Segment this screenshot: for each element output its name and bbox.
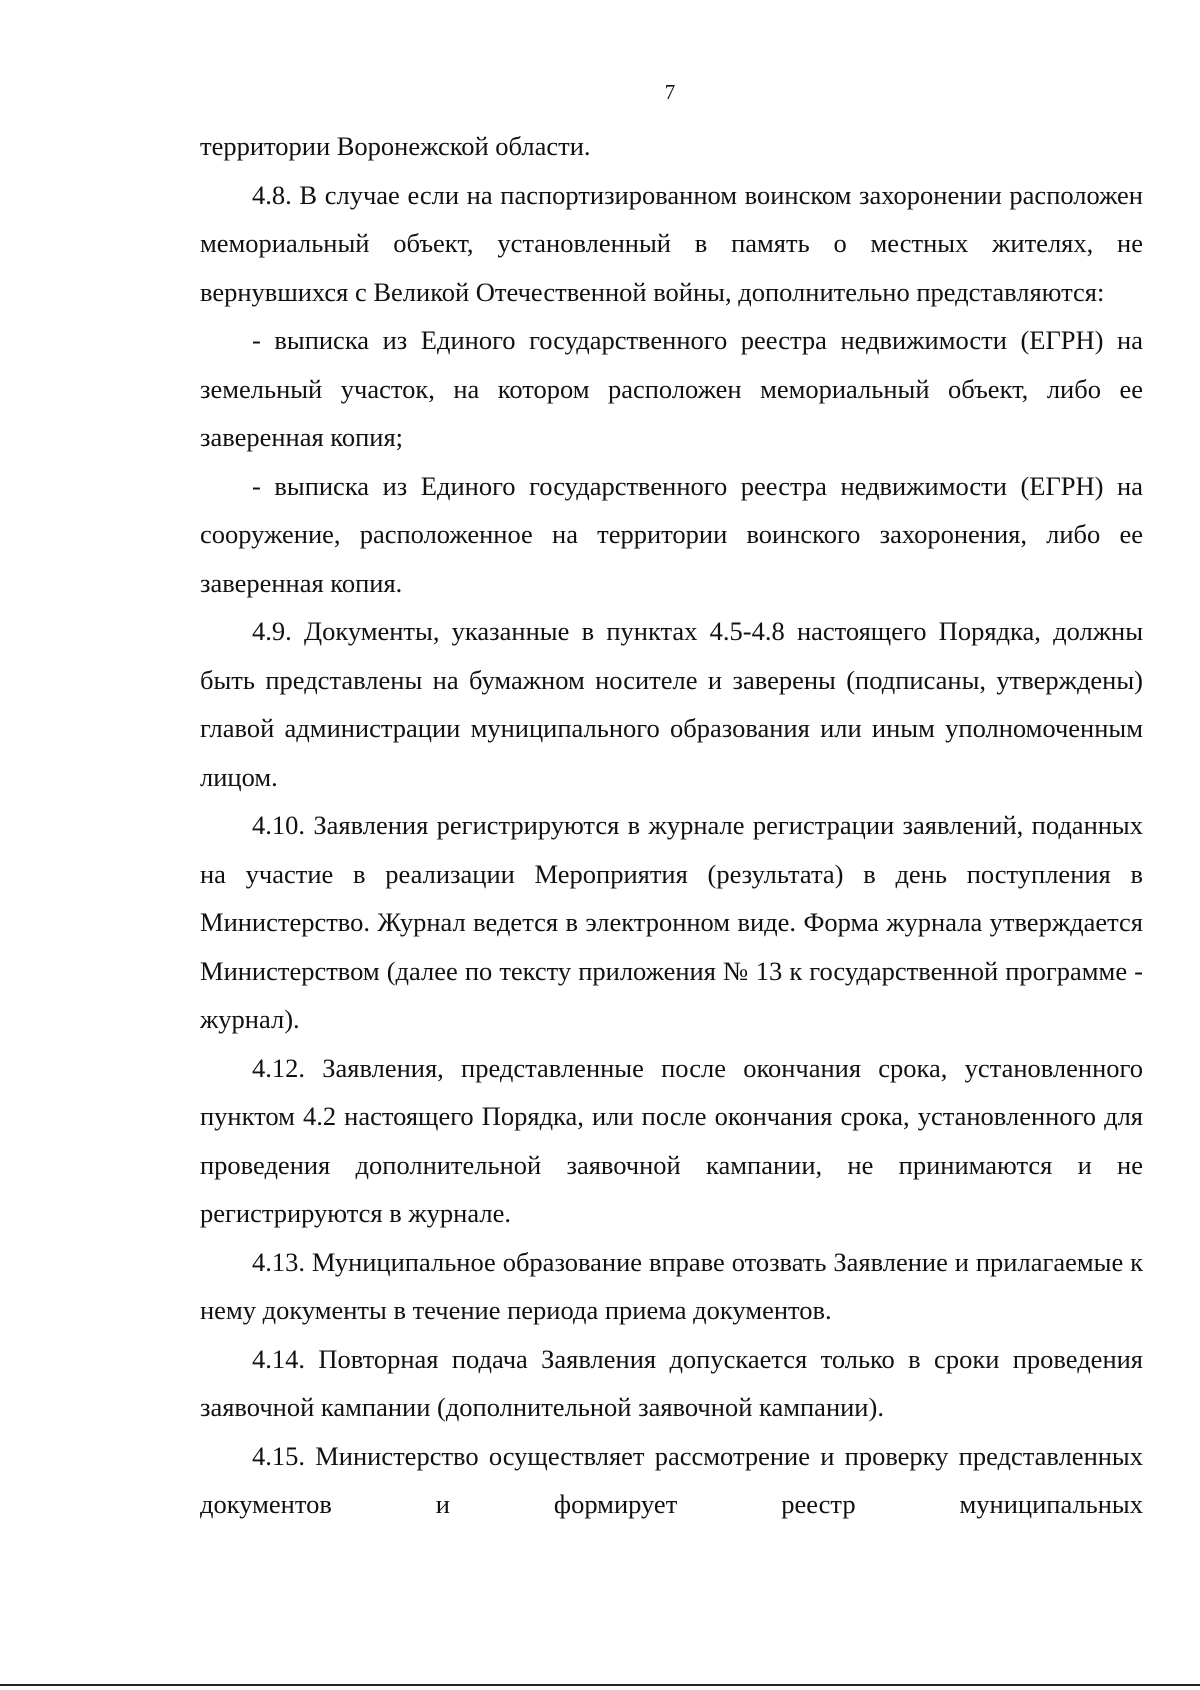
paragraph-4-15: 4.15. Министерство осуществляет рассмотрение и проверку представленных документов и формирует реестр муниципальных: [200, 1440, 1143, 1519]
page-number: 7: [664, 80, 676, 104]
paragraph-4-14: 4.14. Повторная подача Заявления допускается только в сроки проведения заявочной кампании (дополнительной заявочной кампании).: [200, 1343, 1143, 1422]
paragraph-4-12: 4.12. Заявления, представленные после окончания срока, установленного пунктом 4.2 настоящего Порядка, или после окончания срока, установленного для проведения дополнительной заявочной кампании, не принимаются и не регистрируются в журнале.: [200, 1052, 1143, 1228]
paragraph-egrn-structure-extract: - выписка из Единого государственного реестра недвижимости (ЕГРН) на сооружение, расположенное на территории воинского захоронения, либо ее заверенная копия.: [200, 470, 1143, 598]
paragraph-egrn-land-extract: - выписка из Единого государственного реестра недвижимости (ЕГРН) на земельный участок, на котором расположен мемориальный объект, либо ее заверенная копия;: [200, 325, 1143, 452]
paragraph-4-8: 4.8. В случае если на паспортизированном воинском захоронении расположен мемориальный объект, установленный в память о местных жителях, не вернувшихся с Великой Отечественной войны, дополнительно представляются:: [200, 179, 1143, 307]
paragraph-4-13: 4.13. Муниципальное образование вправе отозвать Заявление и прилагаемые к нему документы в течение периода приема документов.: [200, 1246, 1143, 1325]
document-body: [200, 122, 1143, 1529]
paragraph-continuation: территории Воронежской области.: [200, 131, 591, 161]
page-bottom-rule: [0, 1684, 1200, 1686]
paragraph-4-10: 4.10. Заявления регистрируются в журнале регистрации заявлений, поданных на участие в реализации Мероприятия (результата) в день поступления в Министерство. Журнал ведется в электронном виде. Форма журнала утверждается Министерством (далее по тексту приложения № 13 к государственной программе - журнал).: [200, 810, 1143, 1034]
paragraph-4-9: 4.9. Документы, указанные в пунктах 4.5-4.8 настоящего Порядка, должны быть представлены на бумажном носителе и заверены (подписаны, утверждены) главой администрации муниципального образования или иным уполномоченным лицом.: [200, 616, 1143, 792]
